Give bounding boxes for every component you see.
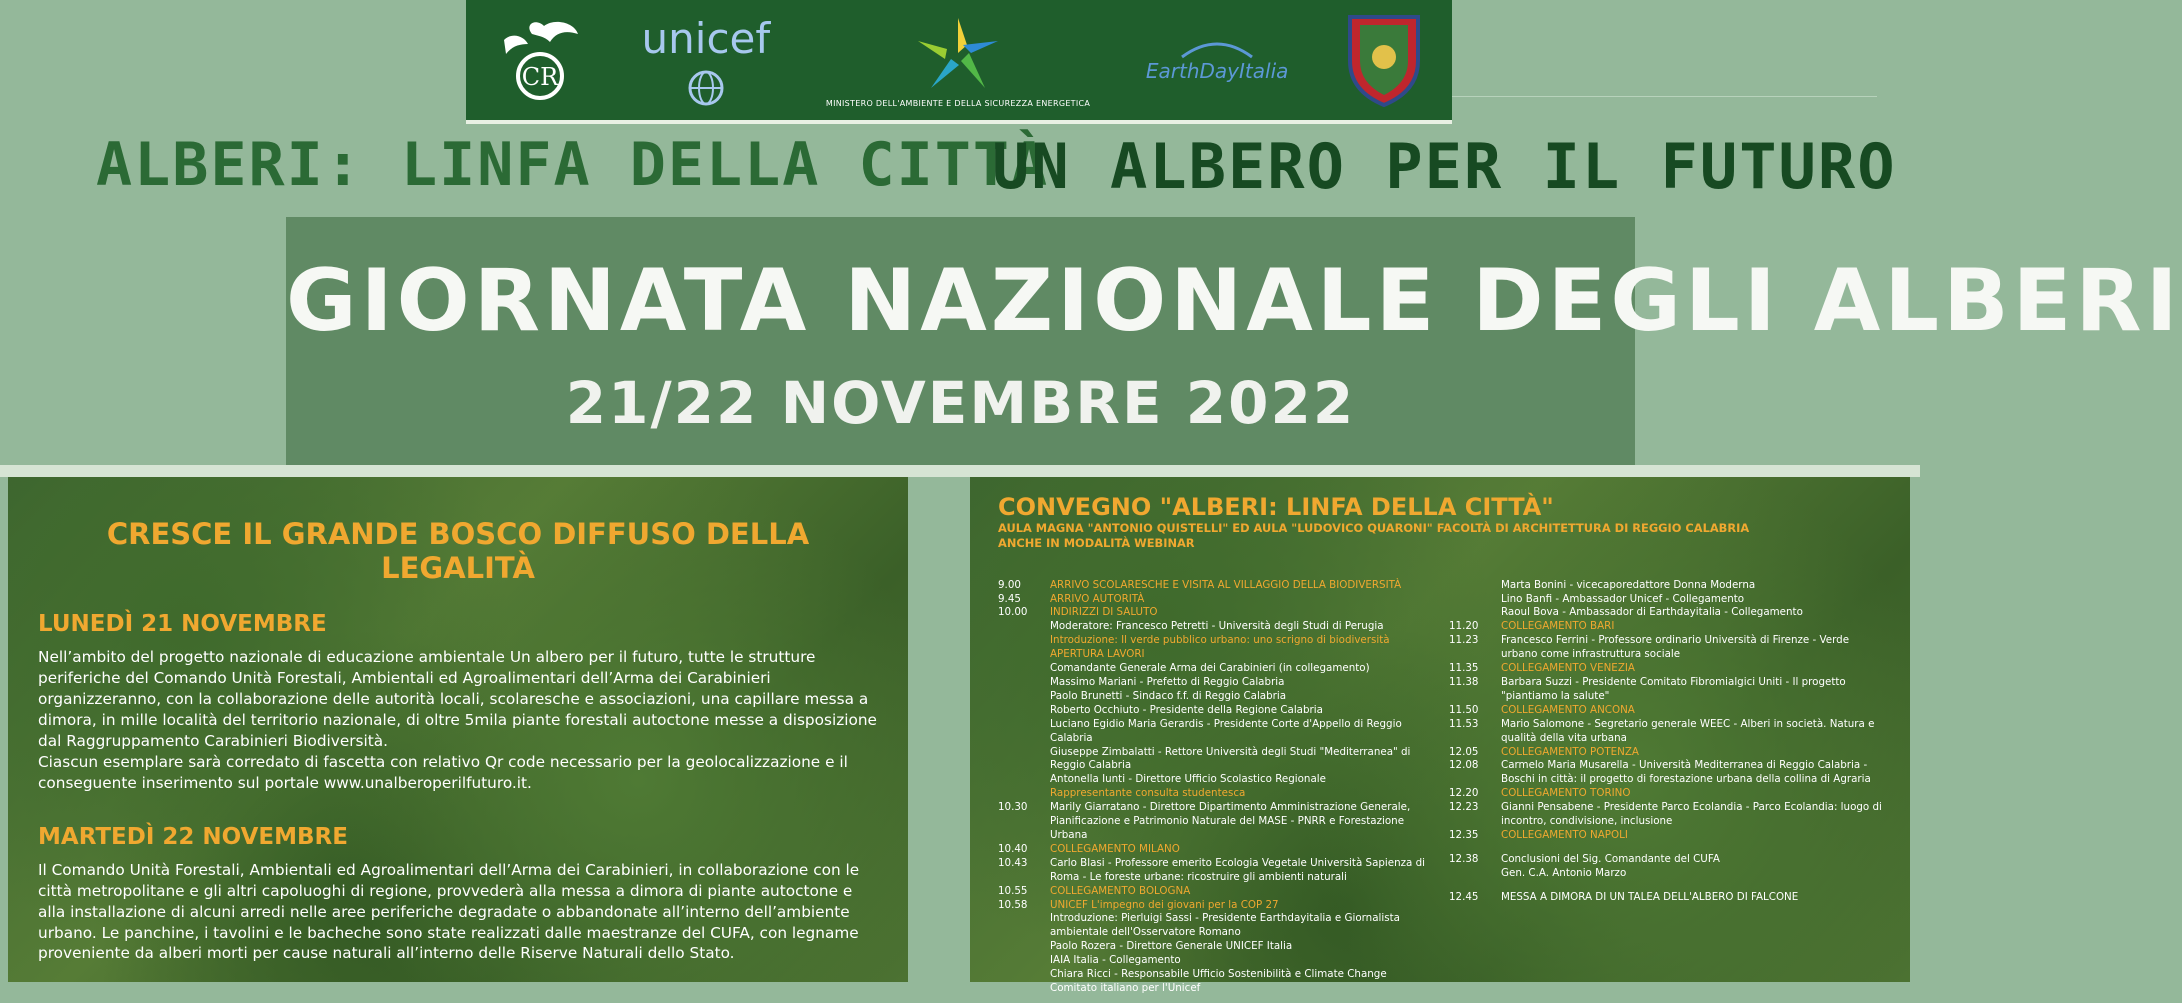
program-column-right [1449,579,1882,996]
day2-text: Il Comando Unità Forestali, Ambientali ed Agroalimentari dell’Arma dei Carabinieri, in collaborazione con le città metropolitane e gli altri capoluoghi di regione, provvederà alla messa a dimora di piante autoctone e alla installazione di alcuni arredi nelle aree periferiche degradate o abbandonate all’interno dell’ambiente urbano. Le panchine, i tavolini e le bacheche sono state realizzati dalle maestranze del CUFA, con legname proveniente da alberi morti per cause naturali all’interno delle Riserve Naturali dello Stato. [38,860,860,963]
program-row [1449,746,1882,760]
program-row [1449,593,1882,607]
program-time: 10.43 [998,856,1028,869]
crest-logo [1344,11,1424,109]
program-time: 12.23 [1449,801,1479,814]
program-time [1449,881,1501,891]
day2-heading: MARTEDÌ 22 NOVEMBRE [38,823,348,850]
program-time: 12.20 [1449,787,1479,800]
program-entry: Francesco Ferrini - Professore ordinario Università di Firenze - Verde urbano come infrastruttura sociale [1501,634,1850,661]
program-row [1449,891,1882,905]
program-time [998,787,1050,801]
program-row [998,940,1431,954]
program-entry: UNICEF L'impegno dei giovani per la COP 27 [1050,898,1279,911]
program [998,579,1882,996]
program-entry: Barbara Suzzi - Presidente Comitato Fibromialgici Uniti - Il progetto "piantiamo la salute" [1501,676,1846,702]
page-title: GIORNATA NAZIONALE DEGLI ALBERI [286,251,2182,351]
program-entry: COLLEGAMENTO MILANO [1050,842,1180,855]
program-entry: Roberto Occhiuto - Presidente della Regione Calabria [1050,703,1323,716]
program-row [998,718,1431,746]
program-time [998,968,1050,996]
program-time: 12.08 [1449,759,1479,772]
program-row [998,634,1431,648]
program-entry: COLLEGAMENTO BOLOGNA [1050,884,1191,897]
day1-description [38,647,878,794]
program-time [998,704,1050,718]
program-time: 10.30 [998,801,1028,814]
program-row [998,746,1431,774]
program-entry: Giuseppe Zimbalatti - Rettore Università degli Studi "Mediterranea" di Reggio Calabria [1050,745,1411,772]
program-entry: COLLEGAMENTO NAPOLI [1501,828,1628,841]
conference-panel [970,477,1910,994]
program-entry: COLLEGAMENTO TORINO [1501,787,1631,800]
program-time [998,634,1050,648]
program-column-left [998,579,1431,996]
program-row [998,579,1431,593]
program-time: 9.00 [998,578,1021,591]
program-entry: Gen. C.A. Antonio Marzo [1501,866,1627,879]
program-entry: Paolo Brunetti - Sindaco f.f. di Reggio Calabria [1050,689,1287,702]
program-entry: IAIA Italia - Collegamento [1050,954,1181,967]
earthday-logo [1146,37,1289,83]
program-row [998,606,1431,620]
program-row [998,704,1431,718]
program-row [998,620,1431,634]
program-entry: COLLEGAMENTO VENEZIA [1501,662,1635,675]
program-time: 10.00 [998,606,1028,619]
program-time [998,620,1050,634]
program-entry: Conclusioni del Sig. Comandante del CUFA [1501,852,1720,865]
program-entry: Carlo Blasi - Professore emerito Ecologia Vegetale Università Sapienza di Roma - Le foreste urbane: ricostruire gli ambienti naturali [1050,856,1426,883]
tagline-left: ALBERI: LINFA DELLA CITTÀ [96,130,1050,200]
program-entry: Moderatore: Francesco Petretti - Università degli Studi di Perugia [1050,620,1384,633]
program-entry: Paolo Rozera - Direttore Generale UNICEF Italia [1050,940,1293,953]
program-row [998,885,1431,899]
separator-band [0,465,1920,477]
ministry-star-icon [913,13,1003,93]
program-time: 12.38 [1449,852,1479,865]
svg-text:CR: CR [521,63,559,91]
ministry-name: MINISTERO DELL'AMBIENTE E DELLA SICUREZZA ENERGETICA [825,98,1091,108]
program-time [998,940,1050,954]
program-time [998,718,1050,746]
earthday-wordmark: EarthDayItalia [1145,59,1289,83]
program-entry: APERTURA LAVORI [1050,648,1145,661]
program-entry: Mario Salomone - Segretario generale WEEC - Alberi in società. Natura e qualità della vita urbana [1501,717,1875,744]
program-time: 12.45 [1449,890,1479,903]
program-time: 11.53 [1449,717,1479,730]
program-entry: COLLEGAMENTO POTENZA [1501,745,1639,758]
unicef-logo [642,14,771,107]
program-entry [1501,881,1882,891]
program-row [1449,801,1882,829]
program-time: 11.23 [1449,634,1479,647]
program-entry: Chiara Ricci - Responsabile Ufficio Sostenibilità e Climate Change Comitato italiano per l'Unicef [1050,968,1387,994]
program-time: 12.35 [1449,828,1479,841]
program-entry: Carmelo Maria Musarella - Università Mediterranea di Reggio Calabria - Boschi in città: il progetto di forestazione urbana della collina di Agraria [1501,759,1871,786]
day1-text-2: Ciascun esemplare sarà corredato di fascetta con relativo Qr code necessario per la geolocalizzazione e il conseguente inserimento sul portale www.unalberoperilfuturo.it. [38,752,848,792]
program-row [1449,881,1882,891]
carabinieri-forestali-logo [494,14,586,106]
shield-crest-icon [1344,11,1424,109]
panel-title: CRESCE IL GRANDE BOSCO DIFFUSO DELLA LEGALITÀ [106,517,810,585]
program-time [998,912,1050,940]
program-entry: Comandante Generale Arma dei Carabinieri (in collegamento) [1050,662,1370,675]
program-row [998,690,1431,704]
program-entry: Massimo Mariani - Prefetto di Reggio Calabria [1050,676,1285,688]
program-row [1449,759,1882,787]
program-entry: Luciano Egidio Maria Gerardis - Presidente Corte d'Appello di Reggio Calabria [1050,717,1402,744]
program-time [998,676,1050,690]
program-row [1449,620,1882,634]
ministry-logo [826,13,1090,108]
program-row [998,843,1431,857]
day1-heading: LUNEDÌ 21 NOVEMBRE [38,611,327,637]
program-row [998,773,1431,787]
logo-bar [466,0,1452,124]
program-time: 10.58 [998,898,1028,911]
program-row [998,648,1431,662]
program-time: 11.50 [1449,703,1479,716]
program-time [1449,606,1501,620]
divider-line [1452,96,1877,97]
program-entry: COLLEGAMENTO BARI [1501,620,1615,633]
program-row [998,787,1431,801]
program-row [1449,704,1882,718]
program-row [998,899,1431,913]
program-entry: Marta Bonini - vicecaporedattore Donna Moderna [1501,578,1756,591]
program-time: 11.20 [1449,620,1479,633]
program-time: 11.35 [1449,662,1479,675]
program-time [998,746,1050,774]
program-row [998,968,1431,996]
program-entry [1501,843,1882,853]
program-row [998,954,1431,968]
program-entry: Gianni Pensabene - Presidente Parco Ecolandia - Parco Ecolandia: luogo di incontro, condivisione, inclusione [1501,801,1882,828]
main-title-box [286,217,2182,470]
program-row [998,662,1431,676]
program-entry: ARRIVO SCOLARESCHE E VISITA AL VILLAGGIO DELLA BIODIVERSITÀ [1050,578,1402,591]
program-entry: INDIRIZZI DI SALUTO [1050,606,1158,619]
program-time [1449,579,1501,593]
program-row [1449,843,1882,853]
program-entry: MESSA A DIMORA DI UN TALEA DELL'ALBERO DI FALCONE [1501,890,1799,903]
legality-forest-panel [8,477,908,982]
program-row [1449,676,1882,704]
program-row [1449,829,1882,843]
program-time: 10.40 [998,842,1028,855]
program-row [998,857,1431,885]
program-row [1449,634,1882,662]
program-time [998,954,1050,968]
program-time [1449,593,1501,607]
program-time [998,662,1050,676]
program-time [1449,843,1501,853]
program-entry: ARRIVO AUTORITÀ [1050,592,1145,605]
program-time [998,648,1050,662]
program-row [1449,662,1882,676]
program-row [998,676,1431,690]
program-entry: Lino Banfi - Ambassador Unicef - Collegamento [1501,592,1745,605]
program-row [1449,853,1882,867]
program-entry: COLLEGAMENTO ANCONA [1501,703,1635,716]
program-row [1449,867,1882,881]
program-time [1449,867,1501,881]
program-row [1449,718,1882,746]
program-row [998,912,1431,940]
program-entry: Antonella Iunti - Direttore Ufficio Scolastico Regionale [1050,773,1326,786]
event-date: 21/22 NOVEMBRE 2022 [565,369,1356,437]
conference-webinar: ANCHE IN MODALITÀ WEBINAR [998,535,1195,550]
program-row [1449,606,1882,620]
program-time: 10.55 [998,884,1028,897]
conference-title: CONVEGNO "ALBERI: LINFA DELLA CITTÀ" [998,493,1554,521]
program-entry: Rappresentante consulta studentesca [1050,787,1246,800]
carabinieri-flame-icon [494,14,586,106]
program-entry: Introduzione: Pierluigi Sassi - Presidente Earthdayitalia e Giornalista ambientale dell'Osservatore Romano [1050,912,1400,939]
program-row [998,801,1431,843]
globe-icon [687,69,725,107]
program-entry: Introduzione: Il verde pubblico urbano: uno scrigno di biodiversità [1050,634,1390,647]
conference-venue: AULA MAGNA "ANTONIO QUISTELLI" ED AULA "LUDOVICO QUARONI" FACOLTÀ DI ARCHITETTURA DI REGGIO CALABRIA [998,521,1750,535]
program-time: 11.38 [1449,676,1479,688]
program-time [998,773,1050,787]
program-entry: Marily Giarratano - Direttore Dipartimento Amministrazione Generale, Pianificazione e Patrimonio Naturale del MASE - PNRR e Forestazione Urbana [1050,801,1411,841]
program-row [998,593,1431,607]
day1-text: Nell’ambito del progetto nazionale di educazione ambientale Un albero per il futuro, tutte le strutture periferiche del Comando Unità Forestali, Ambientali ed Agroalimentari dell’Arma dei Carabinieri organizzeranno, con la collaborazione delle autorità locali, scolaresche e associazioni, una capillare messa a dimora, in mille località del territorio nazionale, di oltre 5mila piante forestali autoctone messe a disposizione dal Raggruppamento Carabinieri Biodiversità. [38,648,877,750]
program-time [998,690,1050,704]
tagline-right: UN ALBERO PER IL FUTURO [992,130,1897,203]
program-entry: Raoul Bova - Ambassador di Earthdayitalia - Collegamento [1501,606,1803,619]
program-time: 9.45 [998,592,1021,605]
unicef-wordmark: unicef [641,13,771,63]
earth-arc-icon [1172,37,1262,59]
program-row [1449,579,1882,593]
program-time: 12.05 [1449,745,1479,758]
day2-description [38,860,878,965]
program-row [1449,787,1882,801]
